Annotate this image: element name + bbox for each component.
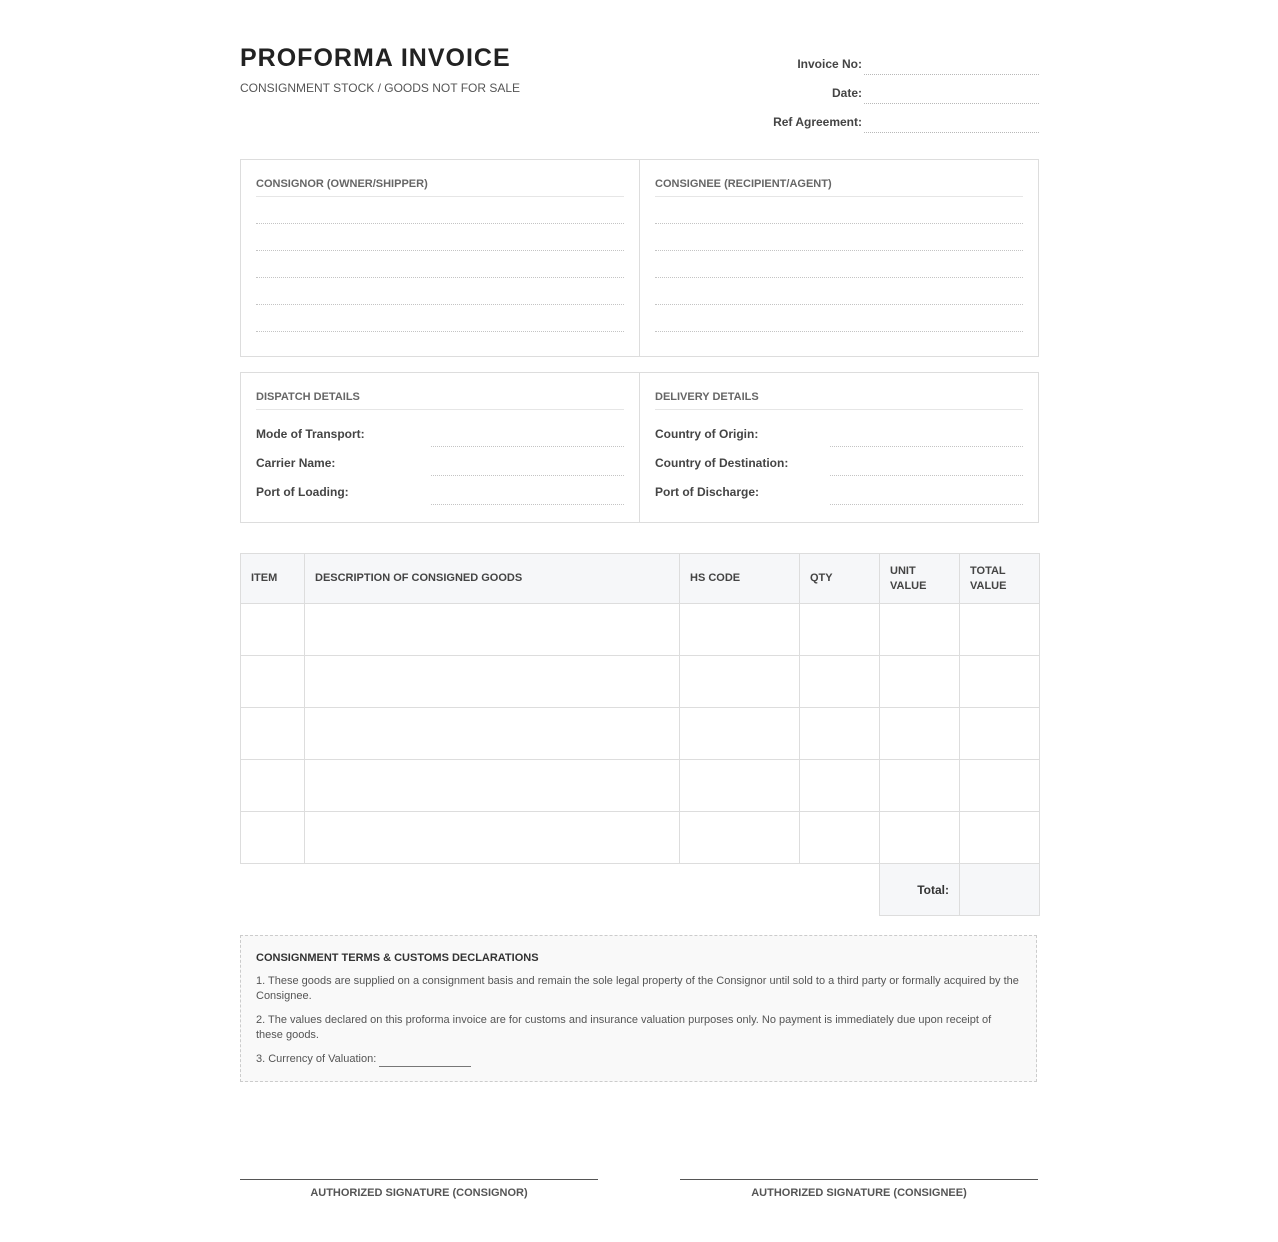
delivery-row bbox=[655, 418, 1023, 447]
table-row bbox=[241, 812, 1040, 864]
consignor-line[interactable] bbox=[256, 251, 624, 278]
consignee-line[interactable] bbox=[655, 251, 1023, 278]
column-header-qty: QTY bbox=[800, 554, 880, 604]
delivery-section bbox=[639, 373, 1038, 522]
cell-item[interactable] bbox=[241, 708, 305, 760]
cell-unit-value[interactable] bbox=[880, 656, 960, 708]
cell-total-value[interactable] bbox=[960, 604, 1040, 656]
cell-item[interactable] bbox=[241, 656, 305, 708]
dispatch-row bbox=[256, 476, 624, 505]
column-header-item: ITEM bbox=[241, 554, 305, 604]
cell-item[interactable] bbox=[241, 812, 305, 864]
cell-total-value[interactable] bbox=[960, 812, 1040, 864]
cell-unit-value[interactable] bbox=[880, 760, 960, 812]
term-item bbox=[256, 1052, 1021, 1067]
consignee-heading: CONSIGNEE (RECIPIENT/AGENT) bbox=[655, 178, 1023, 197]
consignor-line[interactable] bbox=[256, 305, 624, 332]
table-row bbox=[241, 604, 1040, 656]
cell-qty[interactable] bbox=[800, 604, 880, 656]
page-title: PROFORMA INVOICE bbox=[240, 44, 511, 72]
cell-unit-value[interactable] bbox=[880, 604, 960, 656]
goods-table bbox=[240, 553, 1040, 916]
term-item: 1. These goods are supplied on a consignment basis and remain the sole legal property of the Consignor until sold to a third party or formally acquired by the Consignee. bbox=[256, 975, 1019, 1002]
invoice-meta bbox=[739, 46, 1039, 133]
delivery-heading: DELIVERY DETAILS bbox=[655, 391, 1023, 410]
total-value-cell[interactable] bbox=[960, 864, 1040, 916]
port-of-discharge-field[interactable] bbox=[830, 482, 1023, 505]
cell-description[interactable] bbox=[305, 708, 680, 760]
invoice-no-field[interactable] bbox=[864, 52, 1039, 75]
total-row bbox=[241, 864, 1040, 916]
delivery-row bbox=[655, 447, 1023, 476]
cell-qty[interactable] bbox=[800, 656, 880, 708]
ref-agreement-label: Ref Agreement: bbox=[773, 115, 862, 129]
consignor-line[interactable] bbox=[256, 278, 624, 305]
terms-heading: CONSIGNMENT TERMS & CUSTOMS DECLARATIONS bbox=[256, 952, 539, 964]
cell-unit-value[interactable] bbox=[880, 708, 960, 760]
column-header-total-value: TOTAL VALUE bbox=[960, 554, 1040, 604]
currency-label: 3. Currency of Valuation: bbox=[256, 1053, 377, 1065]
dispatch-section bbox=[241, 373, 639, 522]
cell-qty[interactable] bbox=[800, 708, 880, 760]
carrier-name-label: Carrier Name: bbox=[256, 456, 336, 470]
meta-row-date bbox=[739, 75, 1039, 104]
country-of-origin-label: Country of Origin: bbox=[655, 427, 759, 441]
table-header-row bbox=[241, 554, 1040, 604]
column-header-unit-value: UNIT VALUE bbox=[880, 554, 960, 604]
consignor-line[interactable] bbox=[256, 197, 624, 224]
consignee-line[interactable] bbox=[655, 305, 1023, 332]
cell-total-value[interactable] bbox=[960, 656, 1040, 708]
cell-description[interactable] bbox=[305, 656, 680, 708]
currency-field[interactable] bbox=[379, 1054, 471, 1067]
mode-of-transport-field[interactable] bbox=[431, 424, 624, 447]
country-of-origin-field[interactable] bbox=[830, 424, 1023, 447]
date-label: Date: bbox=[831, 86, 862, 100]
dispatch-row bbox=[256, 418, 624, 447]
cell-item[interactable] bbox=[241, 604, 305, 656]
date-field[interactable] bbox=[864, 81, 1039, 104]
consignor-signature[interactable]: AUTHORIZED SIGNATURE (CONSIGNOR) bbox=[240, 1179, 598, 1199]
ref-agreement-field[interactable] bbox=[864, 110, 1039, 133]
port-of-loading-label: Port of Loading: bbox=[256, 485, 349, 499]
dispatch-heading: DISPATCH DETAILS bbox=[256, 391, 624, 410]
consignor-section bbox=[241, 160, 639, 356]
cell-hs-code[interactable] bbox=[680, 812, 800, 864]
dispatch-row bbox=[256, 447, 624, 476]
invoice-page bbox=[240, 0, 1039, 1242]
cell-item[interactable] bbox=[241, 760, 305, 812]
column-header-hs-code: HS CODE bbox=[680, 554, 800, 604]
invoice-no-label: Invoice No: bbox=[797, 57, 862, 71]
cell-total-value[interactable] bbox=[960, 760, 1040, 812]
meta-row-invoice-no bbox=[739, 46, 1039, 75]
cell-hs-code[interactable] bbox=[680, 656, 800, 708]
table-row bbox=[241, 760, 1040, 812]
consignee-section bbox=[639, 160, 1038, 356]
cell-description[interactable] bbox=[305, 812, 680, 864]
total-spacer bbox=[241, 864, 880, 916]
cell-qty[interactable] bbox=[800, 760, 880, 812]
terms-box bbox=[240, 935, 1037, 1082]
table-row bbox=[241, 656, 1040, 708]
consignee-signature[interactable]: AUTHORIZED SIGNATURE (CONSIGNEE) bbox=[680, 1179, 1038, 1199]
cell-hs-code[interactable] bbox=[680, 708, 800, 760]
port-of-discharge-label: Port of Discharge: bbox=[655, 485, 760, 499]
term-item: 2. The values declared on this proforma invoice are for customs and insurance valuation purposes only. No payment is immediately due upon receipt of these goods. bbox=[256, 1014, 992, 1041]
parties-box bbox=[240, 159, 1039, 357]
column-header-description: DESCRIPTION OF CONSIGNED GOODS bbox=[305, 554, 680, 604]
delivery-row bbox=[655, 476, 1023, 505]
total-label: Total: bbox=[880, 864, 960, 916]
cell-qty[interactable] bbox=[800, 812, 880, 864]
country-of-destination-field[interactable] bbox=[830, 453, 1023, 476]
cell-hs-code[interactable] bbox=[680, 760, 800, 812]
country-of-destination-label: Country of Destination: bbox=[655, 456, 789, 470]
consignor-heading: CONSIGNOR (OWNER/SHIPPER) bbox=[256, 178, 624, 197]
consignee-line[interactable] bbox=[655, 197, 1023, 224]
meta-row-ref-agreement bbox=[739, 104, 1039, 133]
mode-of-transport-label: Mode of Transport: bbox=[256, 427, 365, 441]
cell-description[interactable] bbox=[305, 604, 680, 656]
carrier-name-field[interactable] bbox=[431, 453, 624, 476]
table-row bbox=[241, 708, 1040, 760]
consignee-line[interactable] bbox=[655, 278, 1023, 305]
cell-unit-value[interactable] bbox=[880, 812, 960, 864]
consignee-line[interactable] bbox=[655, 224, 1023, 251]
page-subtitle: CONSIGNMENT STOCK / GOODS NOT FOR SALE bbox=[240, 81, 521, 95]
port-of-loading-field[interactable] bbox=[431, 482, 624, 505]
consignor-line[interactable] bbox=[256, 224, 624, 251]
cell-hs-code[interactable] bbox=[680, 604, 800, 656]
shipping-box bbox=[240, 372, 1039, 523]
cell-description[interactable] bbox=[305, 760, 680, 812]
cell-total-value[interactable] bbox=[960, 708, 1040, 760]
